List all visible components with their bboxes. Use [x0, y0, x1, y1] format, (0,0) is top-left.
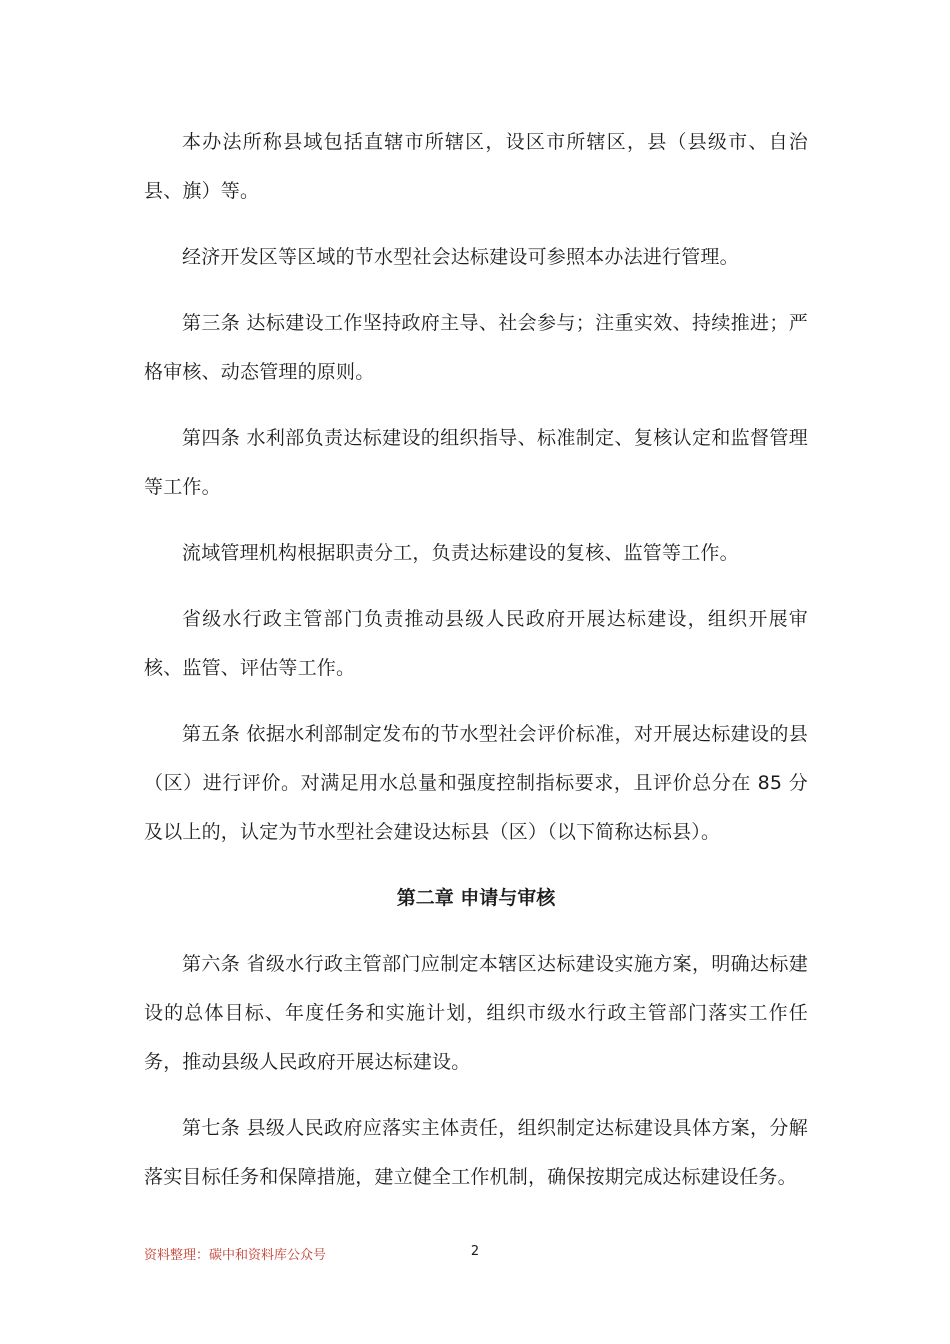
paragraph-article-6: 第六条 省级水行政主管部门应制定本辖区达标建设实施方案，明确达标建设的总体目标、年度任务和实施计划，组织市级水行政主管部门落实工作任务，推动县级人民政府开展达标建设。	[144, 953, 808, 1073]
paragraph-article-5: 第五条 依据水利部制定发布的节水型社会评价标准，对开展达标建设的县（区）进行评价。对满足用水总量和强度控制指标要求，且评价总分在 85 分及以上的，认定为节水型社会建设达标县（区）（以下简称达标县）。	[144, 723, 808, 843]
paragraph-county-scope: 本办法所称县域包括直辖市所辖区，设区市所辖区，县（县级市、自治县、旗）等。	[144, 131, 808, 202]
paragraph-article-3: 第三条 达标建设工作坚持政府主导、社会参与；注重实效、持续推进；严格审核、动态管理的原则。	[144, 312, 808, 383]
paragraph-article-7: 第七条 县级人民政府应落实主体责任，组织制定达标建设具体方案，分解落实目标任务和保障措施，建立健全工作机制，确保按期完成达标建设任务。	[144, 1117, 808, 1188]
footer-source-note: 资料整理：碳中和资料库公众号	[144, 1248, 327, 1263]
paragraph-provincial-dept: 省级水行政主管部门负责推动县级人民政府开展达标建设，组织开展审核、监管、评估等工作。	[144, 608, 808, 679]
chapter-heading: 第二章 申请与审核	[396, 887, 556, 909]
page-number: 2	[470, 1244, 480, 1259]
paragraph-development-zone: 经济开发区等区域的节水型社会达标建设可参照本办法进行管理。	[182, 246, 739, 268]
paragraph-basin-agencies: 流域管理机构根据职责分工，负责达标建设的复核、监管等工作。	[182, 542, 739, 564]
document-body	[144, 118, 808, 1219]
paragraph-article-4: 第四条 水利部负责达标建设的组织指导、标准制定、复核认定和监督管理等工作。	[144, 427, 808, 498]
